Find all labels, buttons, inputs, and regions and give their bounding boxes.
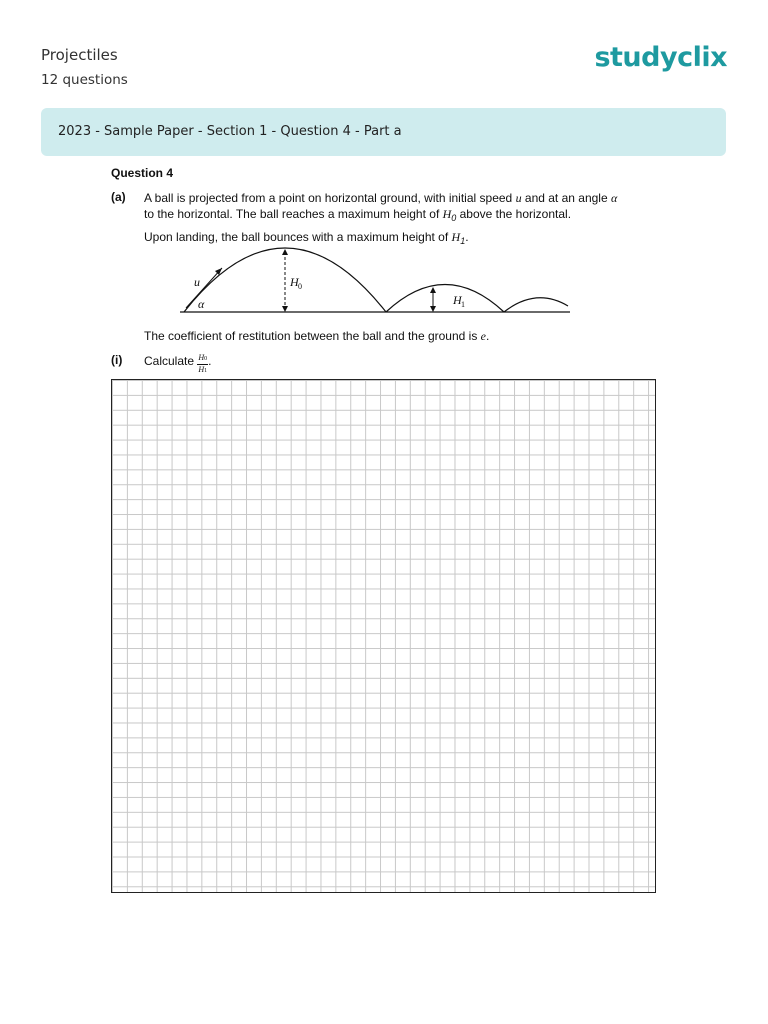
question-text: The coefficient of restitution between the ball and the ground is [144,329,481,343]
answer-grid[interactable] [111,379,656,893]
question-text: Calculate [144,354,198,368]
arrowhead-icon [430,306,436,312]
subscript: 1 [460,236,466,246]
bounce-trajectory-diagram [180,242,580,318]
sub-part-label: (i) [111,353,123,367]
frac-num: H [198,353,205,362]
question-text: to the horizontal. The ball reaches a maximum height of [144,207,443,221]
part-label: (a) [111,190,126,204]
arrowhead-icon [282,306,288,312]
page-title: Projectiles [41,46,118,64]
var-h0: H [442,207,452,221]
h0-over-h1-fraction [197,353,208,376]
restitution-text [144,328,674,344]
studyclix-logo[interactable]: studyclix [594,42,727,73]
third-arc [504,298,568,312]
second-arc [386,285,504,313]
question-text: and at an angle [521,191,611,205]
question-count: 12 questions [41,72,128,88]
label-h0: H [290,275,299,289]
label-u: u [194,275,200,289]
question-source-banner: 2023 - Sample Paper - Section 1 - Question 4 - Part a [41,108,726,156]
question-text: Upon landing, the ball bounces with a maximum height of [144,230,452,244]
question-text: . [465,230,469,244]
part-a-text [144,190,674,226]
var-e: e [480,329,486,343]
label-alpha: α [198,297,205,311]
frac-den: H [198,365,205,374]
var-u: u [515,191,522,205]
question-text: above the horizontal. [456,207,572,221]
label-h1-sub: 1 [461,300,465,309]
arrowhead-icon [430,287,436,293]
var-h1: H [451,230,461,244]
label-h0-sub: 0 [298,282,302,291]
part-i-text [144,353,674,376]
var-alpha: α [610,191,618,205]
question-text: . [208,354,212,368]
question-text: A ball is projected from a point on horizontal ground, with initial speed [144,191,516,205]
arrowhead-icon [282,249,288,255]
question-heading: Question 4 [111,166,174,180]
label-h1: H [453,293,462,307]
question-text: . [486,329,490,343]
subscript: 0 [451,213,457,223]
subscript: 0 [204,356,208,362]
subscript: 1 [204,368,208,374]
